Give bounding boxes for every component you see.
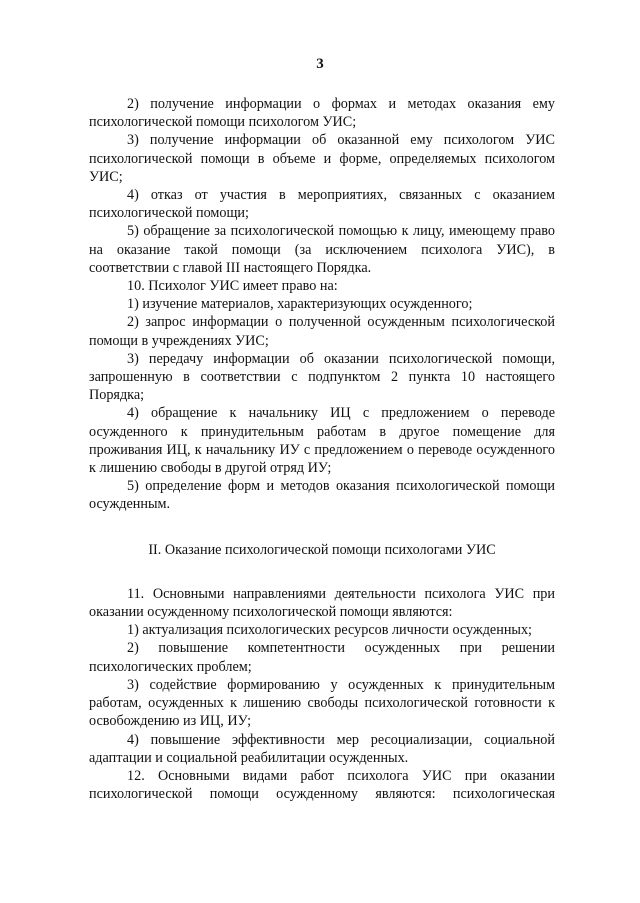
paragraph-11-2: 2) повышение компетентности осужденных при решении психологических проблем; bbox=[89, 640, 555, 675]
paragraph-10-intro: 10. Психолог УИС имеет право на: bbox=[127, 278, 338, 295]
paragraph-10-2: 2) запрос информации о полученной осужденным психологической помощи в учреждениях УИС; bbox=[89, 314, 555, 349]
paragraph-10-5: 5) определение форм и методов оказания психологической помощи осужденным. bbox=[89, 478, 555, 513]
paragraph-10-4: 4) обращение к начальнику ИЦ с предложением о переводе осужденного к принудительным работам в другое помещение для проживания ИЦ, к начальнику ИУ с предложением о переводе осужденного к лишению свободы в другой отряд ИУ; bbox=[89, 405, 555, 477]
paragraph-12-intro: 12. Основными видами работ психолога УИС при оказании психологической помощи осужденному являются: психологическая bbox=[89, 767, 555, 803]
paragraph-10-3: 3) передачу информации об оказании психологической помощи, запрошенную в соответствии с подпунктом 2 пункта 10 настоящего Порядка; bbox=[89, 350, 555, 404]
section-heading: II. Оказание психологической помощи психологами УИС bbox=[148, 541, 496, 558]
paragraph-10-1: 1) изучение материалов, характеризующих осужденного; bbox=[127, 296, 473, 313]
document-body bbox=[89, 95, 555, 803]
paragraph-11-3: 3) содействие формированию у осужденных к принудительным работам, осужденных к лишению свободы психологической готовности к освобождению из ИЦ, ИУ; bbox=[89, 676, 555, 730]
paragraph-right-2: 2) получение информации о формах и методах оказания ему психологической помощи психологом УИС; bbox=[89, 96, 555, 131]
paragraph-11-intro: 11. Основными направлениями деятельности психолога УИС при оказании осужденному психологической помощи являются: bbox=[89, 585, 555, 621]
paragraph-11-4: 4) повышение эффективности мер ресоциализации, социальной адаптации и социальной реабилитации осужденных. bbox=[89, 731, 555, 766]
paragraph-right-3: 3) получение информации об оказанной ему психологом УИС психологической помощи в объеме и форме, определяемых психологом УИС; bbox=[89, 132, 555, 185]
page-number: 3 bbox=[316, 56, 324, 72]
paragraph-right-5: 5) обращение за психологической помощью к лицу, имеющему право на оказание такой помощи (за исключением психолога УИС), в соответствии с главой III настоящего Порядка. bbox=[89, 223, 555, 276]
paragraph-11-1: 1) актуализация психологических ресурсов личности осужденных; bbox=[127, 622, 532, 639]
paragraph-right-4: 4) отказ от участия в мероприятиях, связанных с оказанием психологической помощи; bbox=[89, 187, 555, 222]
